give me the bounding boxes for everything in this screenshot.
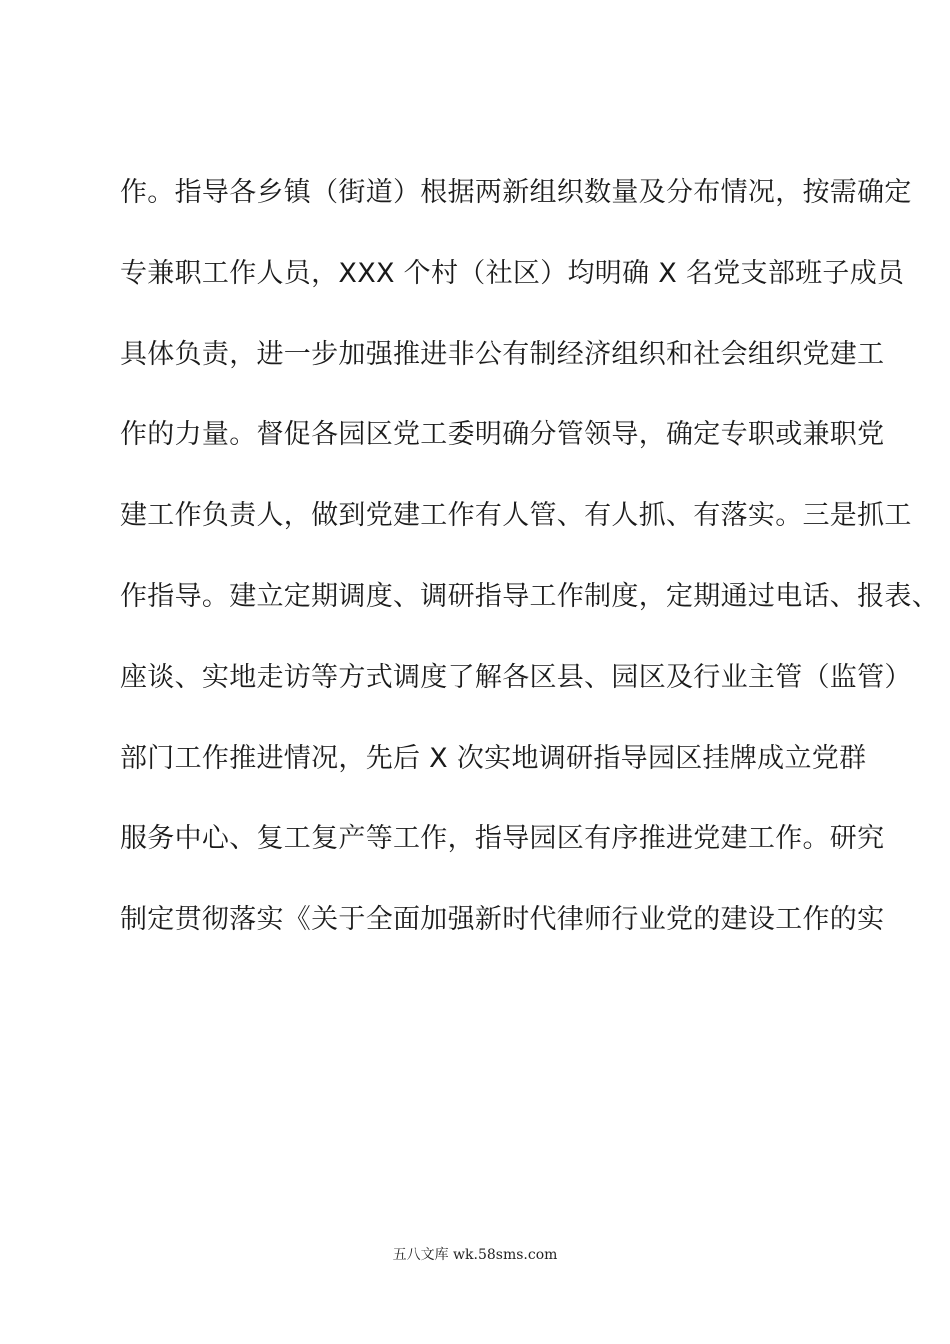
text-line-4: 作的力量。督促各园区党工委明确分管领导，确定专职或兼职党 [120, 419, 885, 451]
text-line-9: 服务中心、复工复产等工作，指导园区有序推进党建工作。研究 [120, 823, 885, 855]
text-line-3: 具体负责，进一步加强推进非公有制经济组织和社会组织党建工 [120, 338, 885, 370]
document-body [120, 177, 939, 986]
footer-watermark: 五八文库 wk.58sms.com [392, 1247, 558, 1263]
text-line-8: 部门工作推进情况，先后 X 次实地调研指导园区挂牌成立党群 [120, 742, 867, 774]
text-line-7: 座谈、实地走访等方式调度了解各区县、园区及行业主管（监管） [120, 661, 912, 693]
text-line-10: 制定贯彻落实《关于全面加强新时代律师行业党的建设工作的实 [120, 904, 885, 936]
text-line-2: 专兼职工作人员，XXX 个村（社区）均明确 X 名党支部班子成员 [120, 257, 905, 289]
text-line-5: 建工作负责人，做到党建工作有人管、有人抓、有落实。三是抓工 [120, 500, 912, 532]
text-line-6: 作指导。建立定期调度、调研指导工作制度，定期通过电话、报表、 [120, 580, 939, 612]
text-line-1: 作。指导各乡镇（街道）根据两新组织数量及分布情况，按需确定 [120, 177, 912, 208]
